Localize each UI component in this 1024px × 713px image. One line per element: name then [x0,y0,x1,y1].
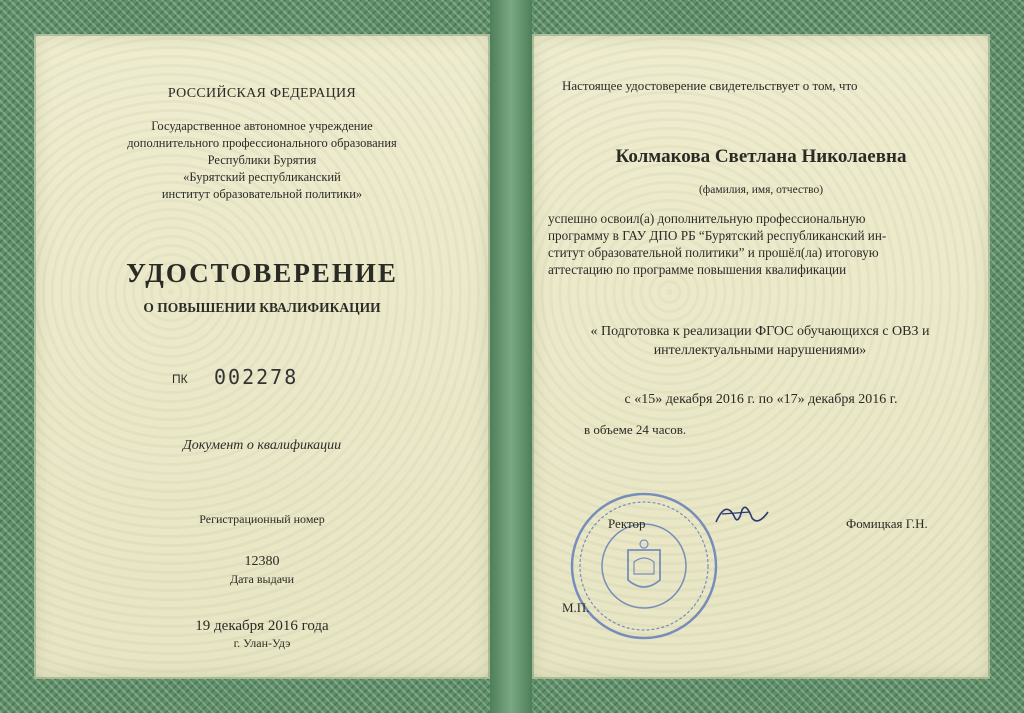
program-line: интеллектуальными нарушениями» [653,343,867,358]
completion-line: программу в ГАУ ДПО РБ “Бурятский республиканский ин- [548,228,887,243]
name-hint: (фамилия, имя, отчество) [698,184,824,196]
series-code: ПК [172,372,188,386]
rector-name: Фомицкая Г.Н. [846,516,928,531]
completion-text [548,210,966,278]
document-title: УДОСТОВЕРЕНИЕ [126,258,398,288]
program-line: « Подготовка к реализации ФГОС обучающихся с ОВЗ и [590,324,930,339]
registration-label: Регистрационный номер [199,512,325,526]
issue-city: г. Улан-Удэ [233,636,291,650]
right-page [532,34,990,679]
document-subtitle: О ПОВЫШЕНИИ КВАЛИФИКАЦИИ [143,300,381,315]
center-fold [490,0,532,713]
recipient-name: Колмакова Светлана Николаевна [615,146,907,167]
training-hours: в объеме 24 часов. [584,422,687,437]
program-title [542,322,978,360]
issue-date-label: Дата выдачи [229,572,295,586]
official-seal-stamp [568,490,720,642]
completion-line: аттестацию по программе повышения квалификации [548,262,847,277]
institution-line: «Бурятский республиканский [183,170,341,184]
completion-line: успешно освоил(а) дополнительную профессиональную [548,211,866,226]
left-page [34,34,490,679]
rector-label: Ректор [608,516,646,531]
institution-name [34,118,490,203]
institution-line: дополнительного профессионального образования [127,136,397,150]
institution-line: институт образовательной политики» [161,187,363,201]
issue-date: 19 декабря 2016 года [195,618,329,634]
certifies-text: Настоящее удостоверение свидетельствует о том, что [562,78,858,93]
country-heading: РОССИЙСКАЯ ФЕДЕРАЦИЯ [167,86,357,101]
seal-place-label: М.П. [562,600,590,615]
registration-number: 12380 [244,554,280,569]
rector-signature [712,496,772,532]
institution-line: Государственное автономное учреждение [151,119,373,133]
institution-line: Республики Бурятия [207,153,317,167]
certificate-number: 002278 [214,365,299,389]
training-period: с «15» декабря 2016 г. по «17» декабря 2016 г. [624,392,898,407]
document-type: Документ о квалификации [182,438,342,453]
completion-line: ститут образовательной политики” и прошёл(ла) итоговую [548,245,879,260]
